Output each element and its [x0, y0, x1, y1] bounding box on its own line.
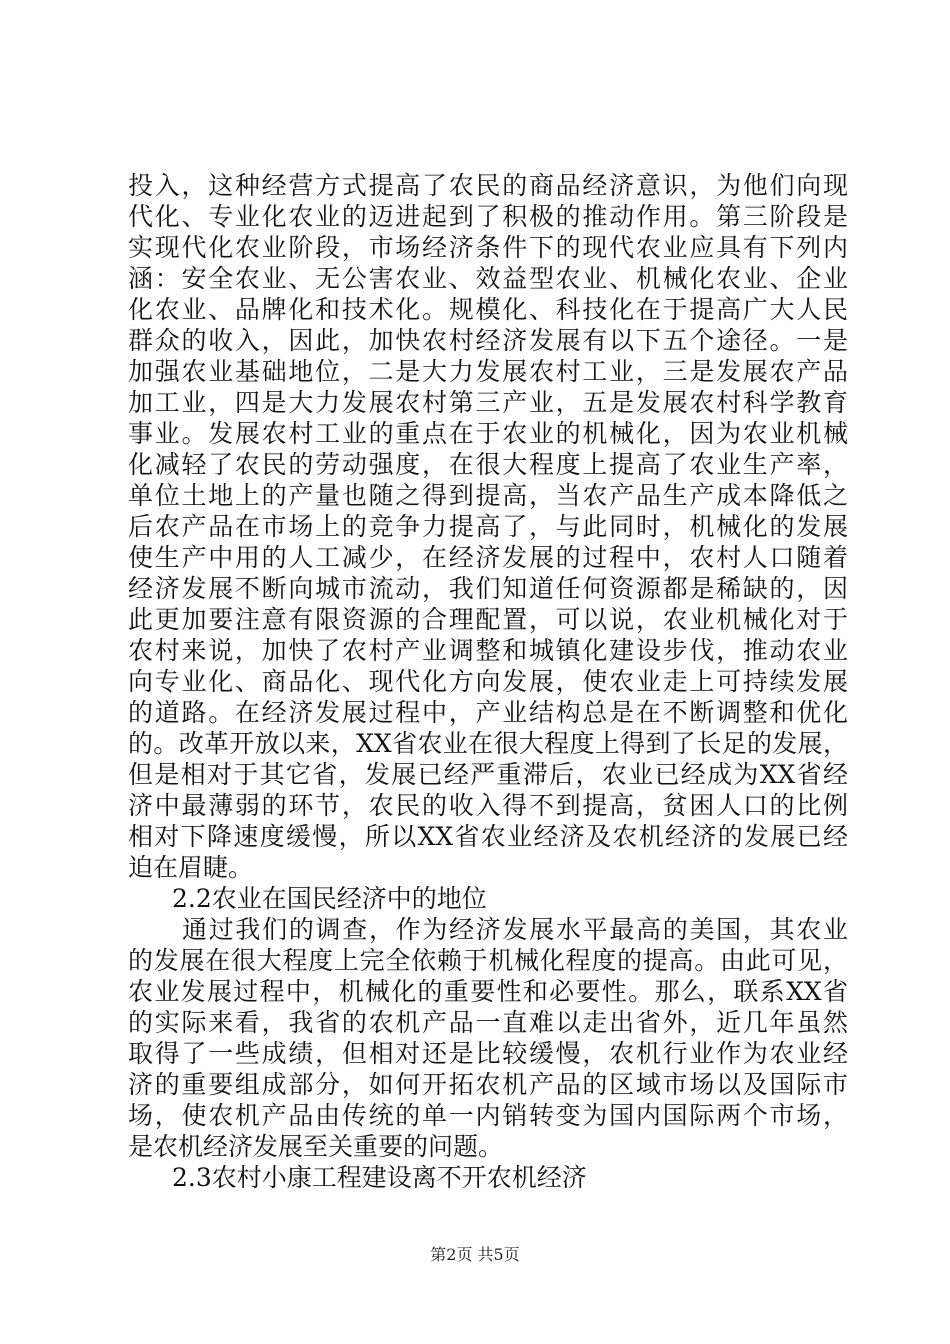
paragraph-line: 但是相对于其它省，发展已经严重滞后，农业已经成为XX省经 [128, 760, 848, 789]
paragraph-line: 加工业，四是大力发展农村第三产业，五是发展农村科学教育 [128, 388, 848, 417]
paragraph-line: 是农机经济发展至关重要的问题。 [128, 1132, 504, 1161]
paragraph-line: 通过我们的调查，作为经济发展水平最高的美国，其农业 [182, 915, 848, 944]
paragraph-line: 的发展在很大程度上完全依赖于机械化程度的提高。由此可见， [128, 946, 848, 975]
section-heading-2-2: 2.2农业在国民经济中的地位 [172, 884, 487, 913]
paragraph-line: 向专业化、商品化、现代化方向发展，使农业走上可持续发展 [128, 667, 848, 696]
section-heading-2-3: 2.3农村小康工程建设离不开农机经济 [172, 1163, 587, 1192]
paragraph-line: 单位土地上的产量也随之得到提高，当农产品生产成本降低之 [128, 481, 848, 510]
paragraph-line: 实现代化农业阶段，市场经济条件下的现代农业应具有下列内 [128, 233, 848, 262]
paragraph-line: 后农产品在市场上的竞争力提高了，与此同时，机械化的发展 [128, 512, 848, 541]
paragraph-line: 农业发展过程中，机械化的重要性和必要性。那么，联系XX省 [128, 977, 848, 1006]
paragraph-line: 投入，这种经营方式提高了农民的商品经济意识，为他们向现 [128, 171, 848, 200]
paragraph-line: 经济发展不断向城市流动，我们知道任何资源都是稀缺的，因 [128, 574, 848, 603]
paragraph-line: 代化、专业化农业的迈进起到了积极的推动作用。第三阶段是 [128, 202, 848, 231]
paragraph-line: 农村来说，加快了农村产业调整和城镇化建设步伐，推动农业 [128, 636, 848, 665]
page-number: 第2页 共5页 [430, 1245, 520, 1264]
paragraph-line: 迫在眉睫。 [128, 853, 254, 882]
paragraph-line: 济的重要组成部分，如何开拓农机产品的区域市场以及国际市 [128, 1070, 848, 1099]
document-body [128, 170, 848, 1193]
paragraph-line: 的实际来看，我省的农机产品一直难以走出省外，近几年虽然 [128, 1008, 848, 1037]
paragraph-line: 取得了一些成绩，但相对还是比较缓慢，农机行业作为农业经 [128, 1039, 848, 1068]
paragraph-line: 济中最薄弱的环节，农民的收入得不到提高，贫困人口的比例 [128, 791, 848, 820]
paragraph-line: 相对下降速度缓慢，所以XX省农业经济及农机经济的发展已经 [128, 822, 848, 851]
page-footer [0, 1244, 950, 1266]
paragraph-line: 加强农业基础地位，二是大力发展农村工业，三是发展农产品 [128, 357, 848, 386]
paragraph-line: 场，使农机产品由传统的单一内销转变为国内国际两个市场， [128, 1101, 848, 1130]
paragraph-line: 事业。发展农村工业的重点在于农业的机械化，因为农业机械 [128, 419, 848, 448]
paragraph-line: 的。改革开放以来，XX省农业在很大程度上得到了长足的发展， [128, 729, 848, 758]
paragraph-line: 的道路。在经济发展过程中，产业结构总是在不断调整和优化 [128, 698, 848, 727]
paragraph-line: 化农业、品牌化和技术化。规模化、科技化在于提高广大人民 [128, 295, 848, 324]
paragraph-line: 使生产中用的人工减少，在经济发展的过程中，农村人口随着 [128, 543, 848, 572]
paragraph-line: 化减轻了农民的劳动强度，在很大程度上提高了农业生产率， [128, 450, 848, 479]
paragraph-line: 群众的收入，因此，加快农村经济发展有以下五个途径。一是 [128, 326, 848, 355]
paragraph-line: 涵：安全农业、无公害农业、效益型农业、机械化农业、企业 [128, 264, 848, 293]
paragraph-line: 此更加要注意有限资源的合理配置，可以说，农业机械化对于 [128, 605, 848, 634]
